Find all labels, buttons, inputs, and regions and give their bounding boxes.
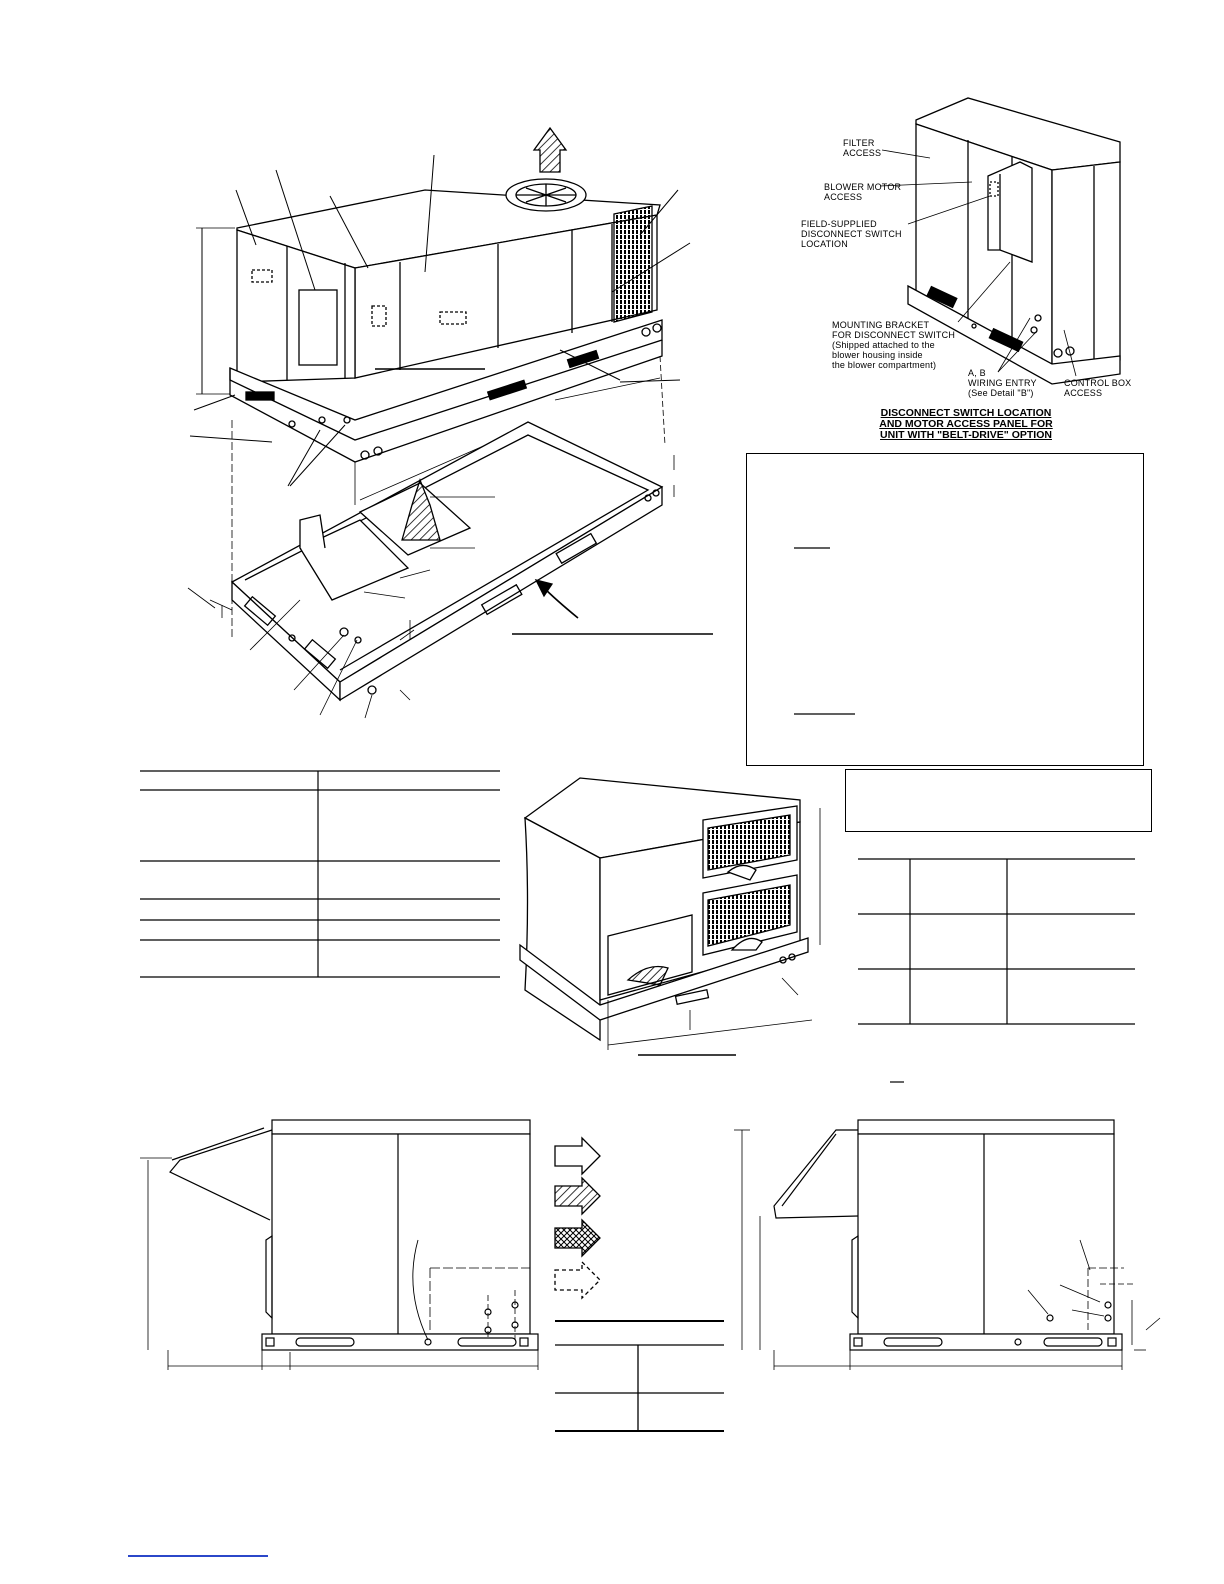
- label-control-box-access: CONTROL BOX ACCESS: [1064, 378, 1132, 398]
- label-blower-motor-access: BLOWER MOTOR ACCESS: [824, 182, 902, 202]
- note-box-large: [746, 453, 1144, 766]
- disconnect-view-title: DISCONNECT SWITCH LOCATION AND MOTOR ACCESS PANEL FOR UNIT WITH "BELT-DRIVE" OPTION: [879, 407, 1053, 441]
- right-elevation-drawing: [734, 1120, 1160, 1370]
- legend-arrow-outdoor-air: [555, 1138, 600, 1174]
- right-table: [858, 859, 1135, 1082]
- legend-arrow-supply-air: [555, 1220, 600, 1256]
- label-filter-access: FILTER ACCESS: [843, 138, 882, 158]
- roof-curb-drawing: [188, 422, 713, 718]
- note-box-small: [845, 769, 1152, 832]
- label-mounting-bracket: MOUNTING BRACKET FOR DISCONNECT SWITCH (Shipped attached to the blower housing inside the blower compartment): [832, 320, 956, 370]
- legend-arrow-exhaust-air: [555, 1262, 600, 1298]
- legend-arrow-return-air: [555, 1178, 600, 1214]
- airflow-legend: [555, 1138, 724, 1431]
- left-elevation-drawing: [140, 1120, 538, 1370]
- footer-link-underline[interactable]: [128, 1555, 268, 1557]
- left-table: [140, 771, 500, 977]
- label-disconnect-switch-location: FIELD-SUPPLIED DISCONNECT SWITCH LOCATION: [801, 219, 902, 249]
- side-view-unit-drawing: [520, 778, 820, 1055]
- label-wiring-entry: A, B WIRING ENTRY (See Detail "B"): [968, 368, 1037, 398]
